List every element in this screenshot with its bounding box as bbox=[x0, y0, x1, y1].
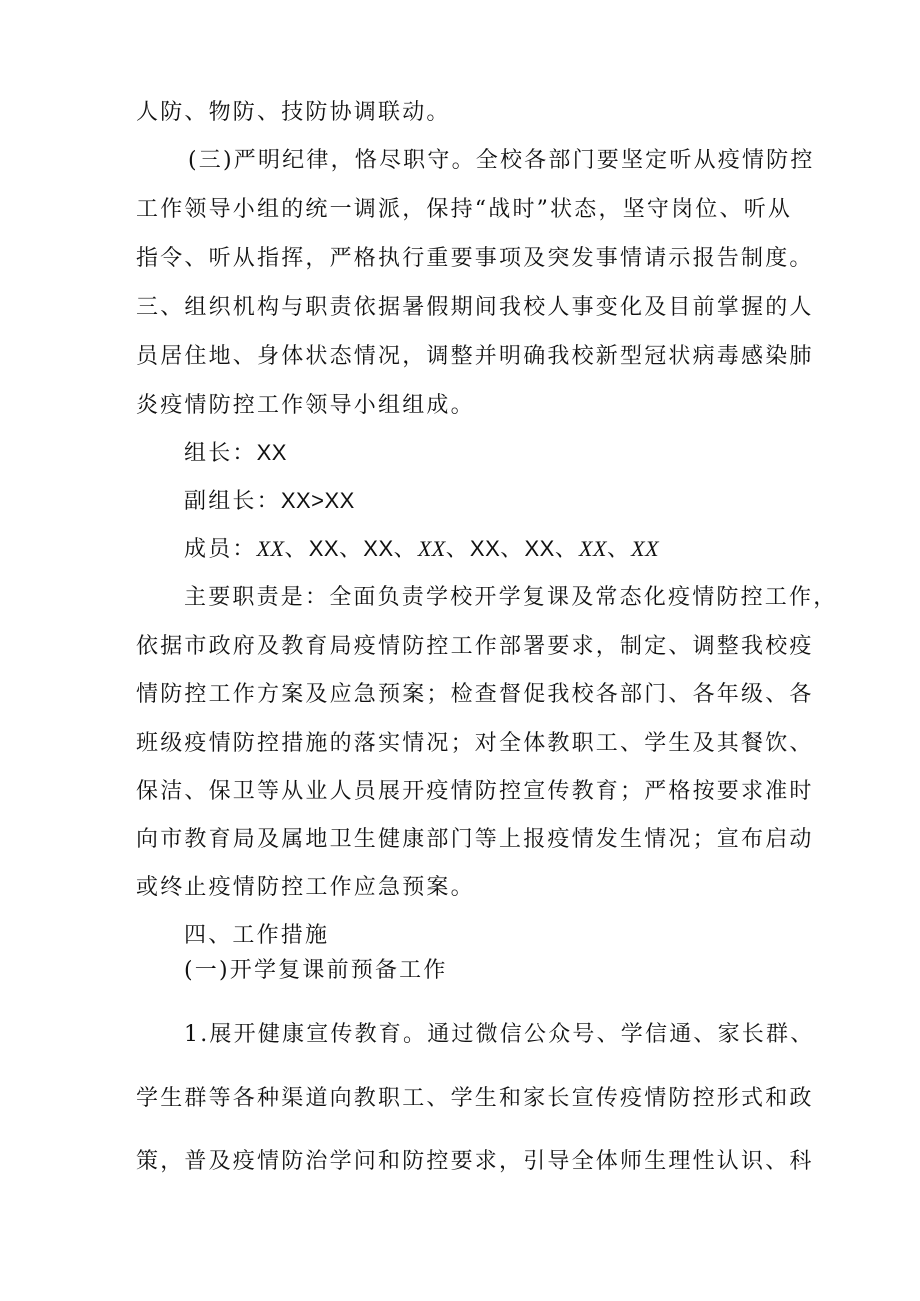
section-4-title: 四、工作措施 bbox=[184, 923, 330, 948]
leader-value: XX bbox=[256, 440, 287, 465]
duties-line: 情防控工作方案及应急预案；检查督促我校各部门、各年级、各 bbox=[136, 682, 814, 707]
item-1-line: 学生群等各种渠道向教职工、学生和家长宣传疫情防控形式和政 bbox=[136, 1086, 814, 1111]
members-separator: 、 bbox=[339, 537, 364, 562]
member-name: XX bbox=[363, 536, 394, 561]
subsection-1-title: (一)开学复课前预备工作 bbox=[184, 958, 448, 983]
leader-line bbox=[184, 438, 287, 469]
duties-line: 向市教育局及属地卫生健康部门等上报疫情发生情况；宣布启动 bbox=[136, 827, 814, 852]
item-1-line: 1.展开健康宣传教育。通过微信公众号、学信通、家长群、 bbox=[184, 1022, 815, 1047]
member-name: XX bbox=[308, 536, 340, 561]
members-separator: 、 bbox=[606, 537, 632, 562]
paragraph-line: (三)严明纪律，恪尽职守。全校各部门要坚定听从疫情防控 bbox=[188, 148, 815, 173]
paragraph-line: 指令、听从指挥，严格执行重要事项及突发事情请示报告制度。 bbox=[136, 246, 814, 271]
deputy-leader-line bbox=[184, 486, 355, 517]
member-name: XX bbox=[524, 536, 555, 561]
member-name: XX bbox=[579, 536, 607, 561]
member-name: XX bbox=[417, 536, 446, 561]
members-separator: 、 bbox=[554, 537, 580, 562]
members-separator: 、 bbox=[284, 537, 309, 562]
deputy-label: 副组长： bbox=[184, 489, 281, 514]
duties-line: 保洁、保卫等从业人员展开疫情防控宣传教育；严格按要求准时 bbox=[136, 779, 814, 804]
member-name: XX bbox=[469, 536, 501, 561]
duties-line: 主要职责是：全面负责学校开学复课及常态化疫情防控工作， bbox=[184, 585, 838, 610]
item-1-line: 策，普及疫情防治学问和防控要求，引导全体师生理性认识、科 bbox=[136, 1149, 814, 1174]
duties-line: 班级疫情防控措施的落实情况；对全体教职工、学生及其餐饮、 bbox=[136, 731, 814, 756]
paragraph-line: 炎疫情防控工作领导小组组成。 bbox=[136, 393, 475, 418]
paragraph-line: 人防、物防、技防协调联动。 bbox=[136, 100, 451, 125]
duties-line: 或终止疫情防控工作应急预案。 bbox=[136, 875, 475, 900]
section-3-title: 三、组织机构与职责依据暑假期间我校人事变化及目前掌握的人 bbox=[136, 295, 814, 320]
duties-line: 依据市政府及教育局疫情防控工作部署要求，制定、调整我校疫 bbox=[136, 634, 814, 659]
paragraph-line: 工作领导小组的统一调派，保持“战时”状态，坚守岗位、听从 bbox=[136, 197, 793, 222]
members-line bbox=[184, 534, 659, 565]
members-separator: 、 bbox=[500, 537, 525, 562]
members-label: 成员： bbox=[184, 537, 257, 562]
paragraph-line: 员居住地、身体状态情况，调整并明确我校新型冠状病毒感染肺 bbox=[136, 344, 814, 369]
members-separator: 、 bbox=[445, 537, 470, 562]
member-name: XX bbox=[256, 536, 285, 561]
leader-label: 组长： bbox=[184, 441, 257, 466]
members-separator: 、 bbox=[393, 537, 418, 562]
deputy-value: XX>XX bbox=[280, 488, 355, 513]
member-name: XX bbox=[631, 536, 660, 561]
